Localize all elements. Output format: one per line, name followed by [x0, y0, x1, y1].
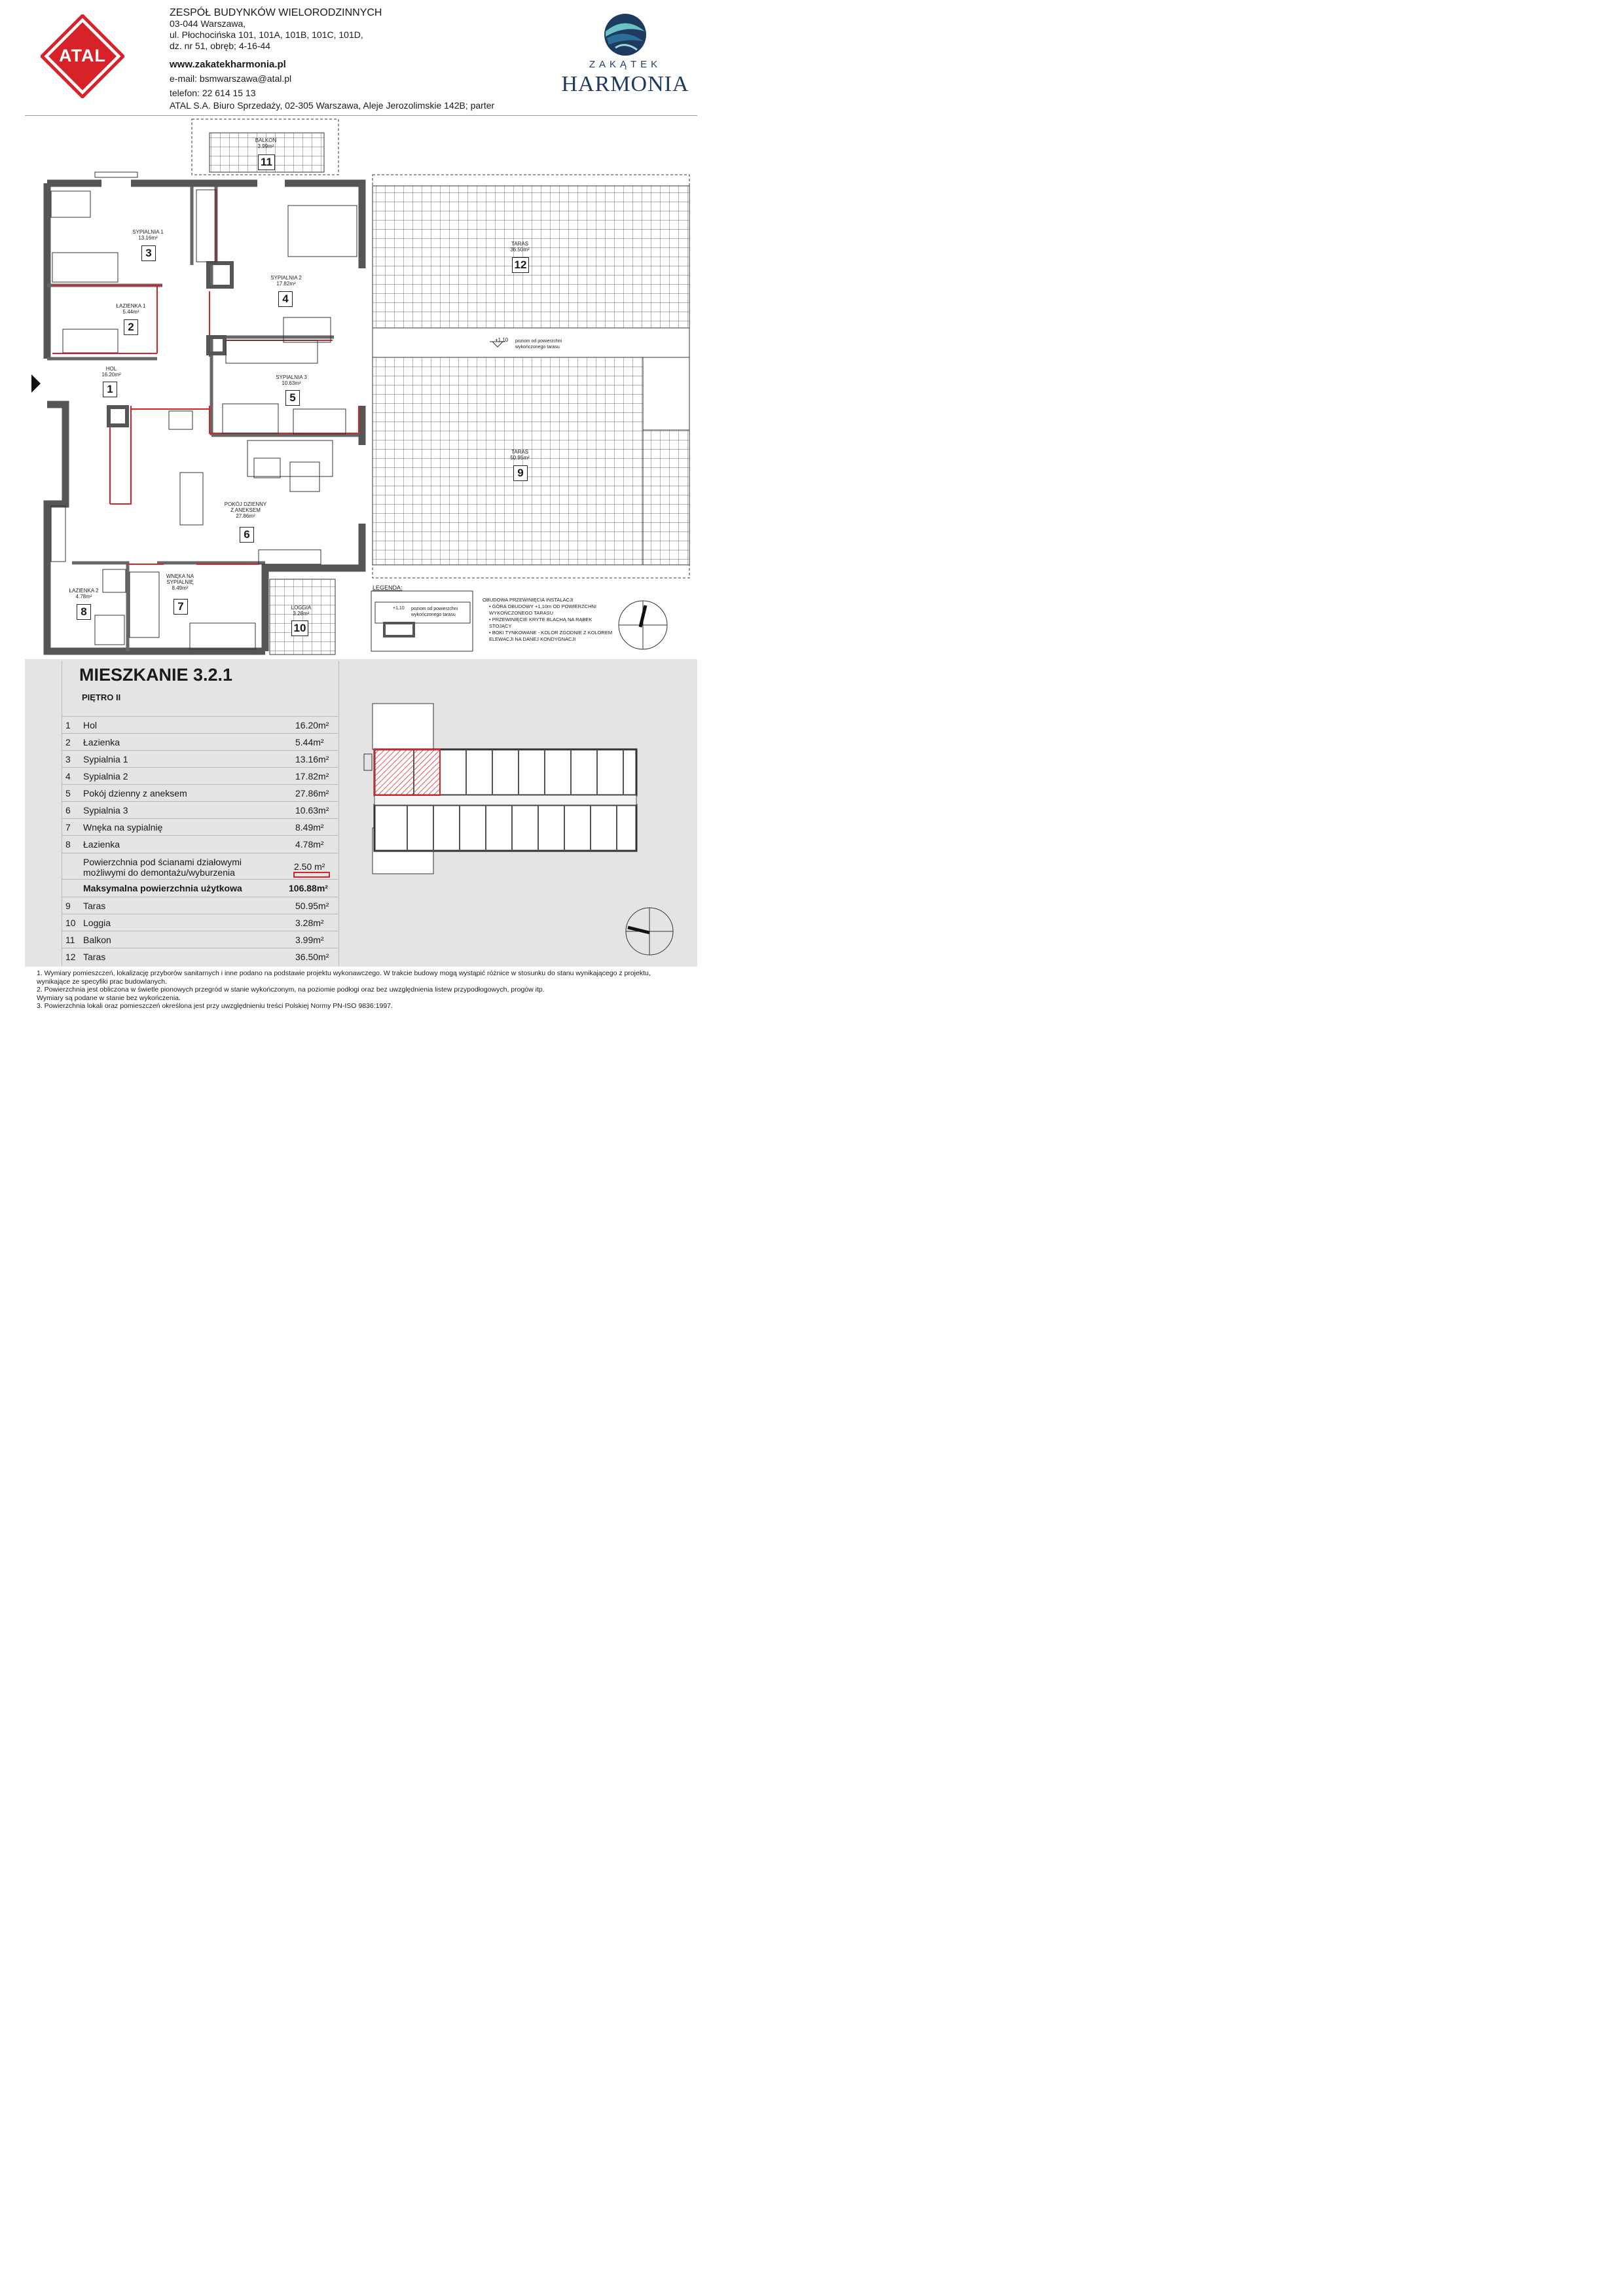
room-number-8: 8 [77, 604, 91, 620]
row-number: 5 [65, 788, 71, 798]
room-number-10: 10 [291, 620, 308, 636]
row-area: 3.28m² [295, 918, 324, 928]
row-name: Sypialnia 3 [83, 805, 128, 816]
row-area: 3.99m² [295, 935, 324, 945]
row-area: 17.82m² [295, 771, 329, 781]
row-area: 8.49m² [295, 822, 324, 833]
header-title: ZESPÓŁ BUDYNKÓW WIELORODZINNYCH [170, 7, 382, 18]
row-name: Łazienka [83, 737, 120, 747]
room-number-6: 6 [240, 527, 254, 543]
max-area-row: Maksymalna powierzchnia użytkowa 106.88m² [62, 879, 338, 898]
row-area: 36.50m² [295, 952, 329, 962]
room-label-sypialnia3: SYPIALNIA 3 10.63m² [276, 374, 307, 386]
room-label-lazienka2: ŁAZIENKA 2 4.78m² [69, 588, 99, 600]
harmonia-logo [560, 12, 691, 100]
row-name: Taras [83, 952, 106, 962]
room-number-12: 12 [512, 257, 529, 273]
legend-marker-text: poziom od powierzchni wykończonego tarasu [411, 607, 458, 617]
row-name: Taras [83, 901, 106, 911]
room-label-loggia: LOGGIA 3.28m² [291, 605, 312, 617]
room-number-4: 4 [278, 291, 293, 307]
table-row [62, 914, 338, 931]
table-row [62, 801, 338, 818]
row-number: 12 [65, 952, 76, 962]
row-number: 4 [65, 771, 71, 781]
row-name: Wnęka na sypialnię [83, 822, 163, 833]
row-number: 8 [65, 839, 71, 850]
row-number: 7 [65, 822, 71, 833]
row-area: 13.16m² [295, 754, 329, 764]
table-row [62, 784, 338, 801]
room-number-3: 3 [141, 245, 156, 261]
apartment-floor: PIĘTRO II [82, 692, 121, 702]
table-row [62, 767, 338, 784]
header-divider [25, 115, 697, 116]
header-plot: dz. nr 51, obręb; 4-16-44 [170, 41, 271, 51]
room-number-2: 2 [124, 319, 138, 335]
apartment-title: MIESZKANIE 3.2.1 [79, 665, 233, 685]
compass-icon [619, 601, 667, 649]
room-number-1: 1 [103, 382, 117, 397]
atal-logo [41, 14, 124, 98]
row-name: Balkon [83, 935, 111, 945]
row-area: 5.44m² [295, 737, 324, 747]
row-number: 10 [65, 918, 76, 928]
room-label-hol: HOL 16.20m² [101, 366, 121, 378]
row-number: 6 [65, 805, 71, 816]
table-row [62, 948, 338, 965]
header-street: ul. Płochocińska 101, 101A, 101B, 101C, 101D, [170, 29, 363, 40]
table-row [62, 897, 338, 914]
legend-title: LEGENDA: [373, 584, 403, 591]
row-number: 2 [65, 737, 71, 747]
footnotes: 1. Wymiary pomieszczeń, lokalizację przyborów sanitarnych i inne podano na podstawie projektu wykonawczego. W trakcie budowy mogą wystąpić różnice w stosunku do stanu wynikającego z projektu, wynikające ze specyfiki prac budowlanych. 2. Powierzchnia jest obliczona w świetle pionowych przegród w stanie wykończonym, na poziomie podłogi oraz bez uwzględnienia listew przypodłogowych, progów itp. Wymiary są podane w stanie bez wykończenia. 3. Powierzchnia lokali oraz pomieszczeń określona jest przy uwzględnieniu treści Polskiej Normy PN-ISO 9836:1997. [37, 969, 651, 1010]
room-label-sypialnia1: SYPIALNIA 1 13.16m² [132, 229, 164, 241]
entrance-arrow-icon [31, 374, 41, 393]
legend-description: OBUDOWA PRZEWINIĘCIA INSTALACJI • GÓRA OBUDOWY +1,10m OD POWIERZCHNI WYKOŃCZONEGO TARASU • PRZEWINIĘCIE KRYTE BLACHĄ NA RĄBEK STOJĄCY • BOKI TYNKOWANE - KOLOR ZGODNIE Z KOLOREM ELEWACJI NA DANEJ KONDYGNACJI [483, 597, 613, 642]
row-number: 1 [65, 720, 71, 730]
room-number-5: 5 [285, 390, 300, 406]
row-name: Łazienka [83, 839, 120, 850]
walls-row: Powierzchnia pod ścianami działowymi możliwymi do demontażu/wyburzenia 2.50 m² [62, 853, 338, 880]
row-number: 3 [65, 754, 71, 764]
table-row [62, 733, 338, 750]
room-number-11: 11 [258, 154, 275, 170]
row-area: 4.78m² [295, 839, 324, 850]
level-marker: +1,10 [495, 337, 509, 343]
row-name: Sypialnia 1 [83, 754, 128, 764]
table-row [62, 750, 338, 767]
header-office: ATAL S.A. Biuro Sprzedaży, 02-305 Warszawa, Aleje Jerozolimskie 142B; parter [170, 100, 495, 111]
level-marker-text: poziom od powierzchni wykończonego tarasu [515, 339, 562, 350]
table-row [62, 716, 338, 733]
row-area: 50.95m² [295, 901, 329, 911]
room-number-7: 7 [173, 599, 188, 615]
row-number: 9 [65, 901, 71, 911]
room-label-wneka: WNĘKA NA SYPIALNIĘ 8.49m² [166, 573, 194, 591]
room-label-pokoj-dzienny: POKÓJ DZIENNY Z ANEKSEM 27.86m² [224, 501, 267, 519]
table-row [62, 835, 338, 852]
row-name: Pokój dzienny z aneksem [83, 788, 187, 798]
harmonia-line1: ZAKĄTEK [589, 59, 662, 70]
room-label-sypialnia2: SYPIALNIA 2 17.82m² [270, 275, 302, 287]
room-label-taras9: TARAS 50.95m² [510, 449, 530, 461]
harmonia-line2: HARMONIA [561, 72, 689, 96]
room-label-taras12: TARAS 36.50m² [510, 241, 530, 253]
row-name: Loggia [83, 918, 111, 928]
room-label-lazienka1: ŁAZIENKA 1 5.44m² [116, 303, 146, 315]
row-area: 27.86m² [295, 788, 329, 798]
building-key-plan [361, 700, 640, 884]
row-number: 11 [65, 935, 75, 945]
room-label-balkon: BALKON 3.99m² [255, 137, 277, 149]
row-area: 10.63m² [295, 805, 329, 816]
row-area: 16.20m² [295, 720, 329, 730]
table-row [62, 931, 338, 948]
atal-logo-text: ATAL [59, 46, 106, 65]
harmonia-emblem-icon [560, 12, 691, 58]
header-phone: telefon: 22 614 15 13 [170, 88, 256, 98]
room-number-9: 9 [513, 465, 528, 481]
row-name: Sypialnia 2 [83, 771, 128, 781]
table-row [62, 818, 338, 835]
header-email[interactable]: e-mail: bsmwarszawa@atal.pl [170, 73, 292, 84]
header-website[interactable]: www.zakatekharmonia.pl [170, 59, 286, 70]
row-name: Hol [83, 720, 98, 730]
header-address [170, 7, 382, 52]
compass-small-icon [625, 906, 674, 956]
legend-marker: +1,10 [393, 606, 405, 611]
header-postal: 03-044 Warszawa, [170, 18, 246, 29]
